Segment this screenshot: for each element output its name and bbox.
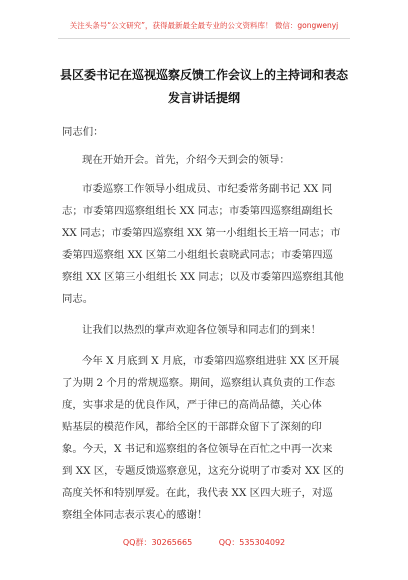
footer-contact [0, 537, 408, 548]
document-title-line-2: 发言讲话提纲 [167, 91, 240, 105]
paragraph-4-line: 高度关怀和特别厚爱。在此，我代表 XX 区四大班子，对巡 [62, 487, 333, 499]
footer-qq-group: QQ群：30265665 [122, 538, 193, 547]
salutation: 同志们： [62, 126, 104, 138]
paragraph-2-line: 察组 XX 区第三小组组长 XX 同志；以及市委第四巡察组其他 [62, 271, 344, 283]
paragraph-2-line: 市委巡察工作领导小组成员、市纪委常务副书记 XX 同 [82, 183, 332, 195]
paragraph-2-line: XX 同志；市委第四巡察组 XX 第一小组组长王培一同志；市 [62, 227, 341, 239]
paragraph-4-line: 贴基层的模范作风，都给全区的干部群众留下了深刻的印 [62, 421, 322, 433]
paragraph-1-line: 现在开始开会。首先，介绍今天到会的领导： [82, 154, 290, 166]
header-divider [58, 38, 350, 39]
document-title-line-1: 县区委书记在巡视巡察反馈工作会议上的主持词和表态 [59, 68, 348, 82]
paragraph-4-line: 到 XX 区，专题反馈巡察意见，这充分说明了市委对 XX 区的 [62, 465, 344, 477]
paragraph-4-line: 察组全体同志表示衷心的感谢！ [62, 509, 208, 521]
paragraph-3-line: 让我们以热烈的掌声欢迎各位领导和同志们的到来！ [82, 324, 321, 336]
header-promo-note: 关注头条号“公文研究”，获得最新最全最专业的公文资料库！ 微信：gongwenyj [69, 21, 339, 30]
footer-qq-number: QQ：535304092 [218, 538, 286, 547]
paragraph-4-line: 今年 X 月底到 X 月底，市委第四巡察组进驻 XX 区开展 [82, 355, 340, 367]
paragraph-2-line: 志；市委第四巡察组组长 XX 同志；市委第四巡察组副组长 [62, 205, 333, 217]
paragraph-4-line: 了为期 2 个月的常规巡察。期间，巡察组认真负责的工作态 [62, 377, 335, 389]
paragraph-2-line: 委第四巡察组 XX 区第二小组组长袁晓武同志；市委第四巡 [62, 249, 333, 261]
paragraph-4-line: 象。今天，X 书记和巡察组的各位领导在百忙之中再一次来 [62, 443, 333, 455]
paragraph-4-line: 度，实事求是的优良作风，严于律已的高尚品德，关心体 [62, 399, 322, 411]
paragraph-2-line: 同志。 [62, 293, 94, 305]
